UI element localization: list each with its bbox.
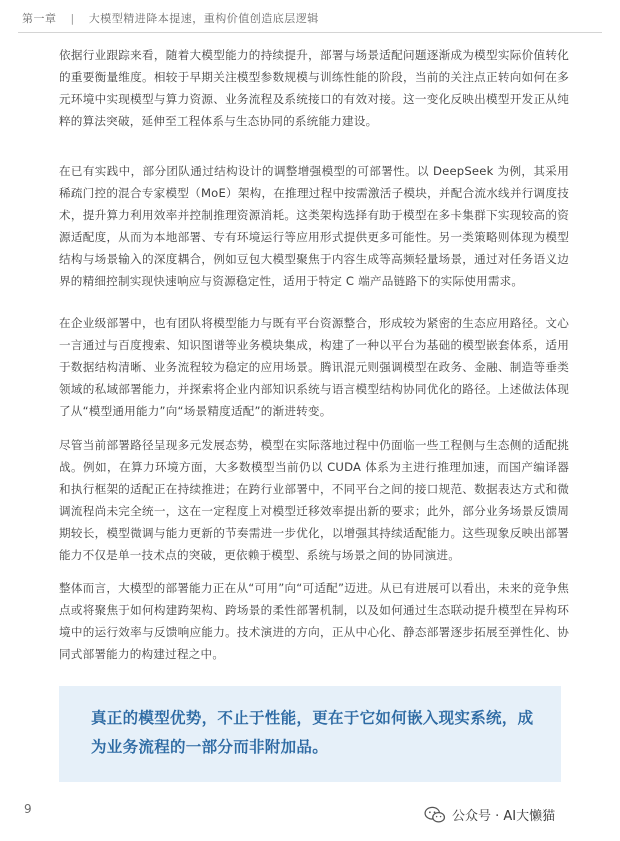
paragraph-3: 在企业级部署中，也有团队将模型能力与既有平台资源整合，形成较为紧密的生态应用路径。文心一言通过与百度搜索、知识图谱等业务模块集成，构建了一种以平台为基础的模型嵌套体系，适用于数据结构清晰、业务流程较为稳定的应用场景。腾讯混元则强调模型在政务、金融、制造等垂类领域的私域部署能力，并探索将企业内部知识系统与语言模型结构协同优化的路径。上述做法体现了从“模型通用能力”向“场景精度适配”的渐进转变。 — [59, 316, 569, 418]
paragraph-1: 依据行业跟踪来看，随着大模型能力的持续提升，部署与场景适配问题逐渐成为模型实际价值转化的重要衡量维度。相较于早期关注模型参数规模与训练性能的阶段，当前的关注点正转向如何在多元环境中实现模型与算力资源、业务流程及系统接口的有效对接。这一变化反映出模型开发正从纯粹的算法突破，延伸至工程体系与生态协同的系统能力建设。 — [59, 48, 569, 128]
header-divider — [18, 32, 602, 33]
page-header — [22, 10, 600, 26]
paragraph-2: 在已有实践中，部分团队通过结构设计的调整增强模型的可部署性。以 DeepSeek 为例，其采用稀疏门控的混合专家模型（MoE）架构，在推理过程中按需激活子模块，并配合流水线并行调度技术，提升算力利用效率并控制推理资源消耗。这类架构选择有助于模型在多卡集群下实现较高的资源适配度，从而为本地部署、专有环境运行等应用形式提供更多可能性。另一类策略则体现为模型结构与场景输入的深度耦合，例如豆包大模型聚焦于内容生成等高频轻量场景，通过对任务语义边界的精细控制实现快速响应与资源稳定性，适用于特定 C 端产品链路下的实际使用需求。 — [59, 164, 569, 288]
highlight-quote-box — [59, 686, 561, 782]
chapter-title: 大模型精进降本提速，重构价值创造底层逻辑 — [88, 12, 319, 25]
chapter-label: 第一章 — [22, 12, 57, 25]
paragraph-5: 整体而言，大模型的部署能力正在从“可用”向“可适配”迈进。从已有进展可以看出，未来的竞争焦点或将聚焦于如何构建跨架构、跨场景的柔性部署机制，以及如何通过生态联动提升模型在异构环境中的运行效率与反馈响应能力。技术演进的方向，正从中心化、静态部署逐步拓展至弹性化、协同式部署能力的构建过程之中。 — [59, 581, 569, 661]
paragraph-4: 尽管当前部署路径呈现多元发展态势，模型在实际落地过程中仍面临一些工程侧与生态侧的适配挑战。例如，在算力环境方面，大多数模型当前仍以 CUDA 体系为主进行推理加速，而国产编译器和执行框架的适配正在持续推进；在跨行业部署中，不同平台之间的接口规范、数据表达方式和微调流程尚未完全统一，这在一定程度上对模型迁移效率提出新的要求；此外，部分业务场景反馈周期较长，模型微调与能力更新的节奏需进一步优化，以增强其持续适配能力。这些现象反映出部署能力不仅是单一技术点的突破，更依赖于模型、系统与场景之间的协同演进。 — [59, 438, 569, 562]
watermark — [424, 805, 555, 824]
page-number: 9 — [24, 802, 32, 816]
watermark-text: 公众号 · AI大懒猫 — [452, 809, 556, 824]
header-separator: | — [70, 12, 75, 25]
wechat-icon — [424, 806, 446, 824]
highlight-quote: 真正的模型优势，不止于性能，更在于它如何嵌入现实系统，成为业务流程的一部分而非附加品。 — [91, 709, 534, 756]
